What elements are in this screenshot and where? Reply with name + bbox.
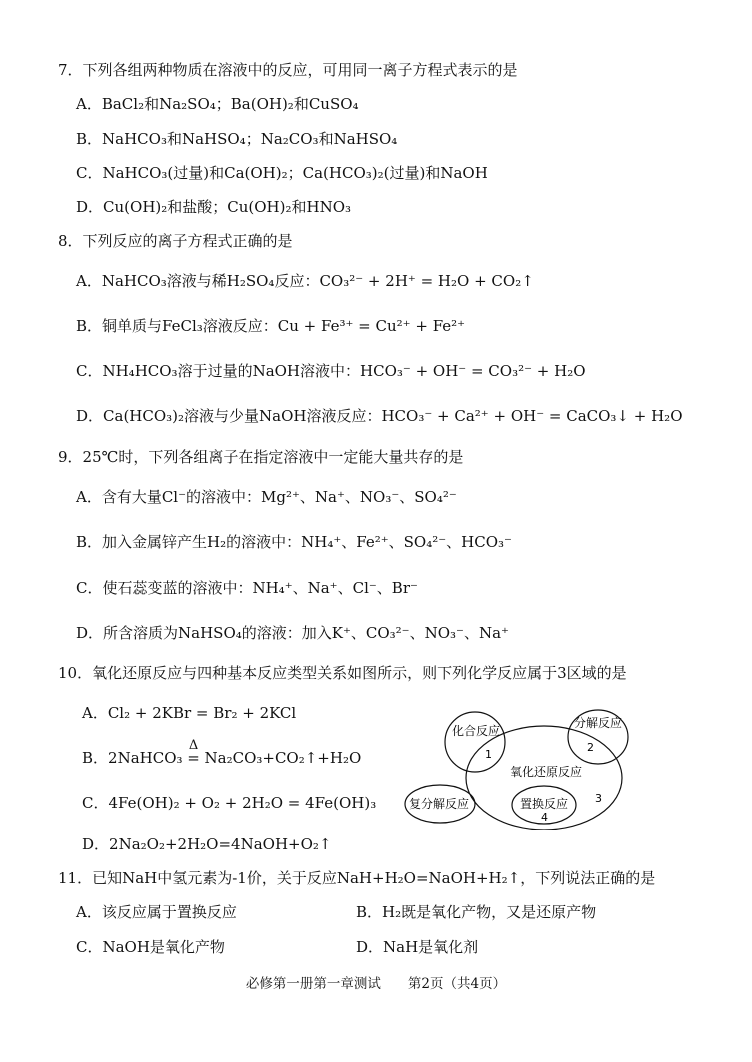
q9-option-c: C．使石蕊变蓝的溶液中：NH₄⁺、Na⁺、Cl⁻、Br⁻	[76, 579, 418, 597]
heat-equals-sign: Δ =	[183, 748, 205, 768]
q10-option-b-reactant: B．2NaHCO₃	[82, 749, 183, 767]
q8-stem: 8．下列反应的离子方程式正确的是	[58, 232, 293, 250]
q11-option-d: D．NaH是氧化剂	[356, 938, 479, 956]
redox-label: 氧化还原反应	[510, 765, 583, 779]
combination-label: 化合反应	[452, 724, 501, 738]
q8-option-b: B．铜单质与FeCl₃溶液反应：Cu + Fe³⁺ = Cu²⁺ + Fe²⁺	[76, 317, 466, 335]
q9-option-a: A．含有大量Cl⁻的溶液中：Mg²⁺、Na⁺、NO₃⁻、SO₄²⁻	[76, 488, 457, 506]
q10-option-a: A．Cl₂ + 2KBr = Br₂ + 2KCl	[82, 704, 297, 722]
q8-option-d: D．Ca(HCO₃)₂溶液与少量NaOH溶液反应：HCO₃⁻ + Ca²⁺ + OH⁻ = CaCO₃↓ + H₂O	[76, 407, 683, 425]
q8-option-c: C．NH₄HCO₃溶于过量的NaOH溶液中：HCO₃⁻ + OH⁻ = CO₃²⁻ + H₂O	[76, 362, 586, 380]
heat-condition: Δ	[188, 738, 199, 753]
q9-option-b: B．加入金属锌产生H₂的溶液中：NH₄⁺、Fe²⁺、SO₄²⁻、HCO₃⁻	[76, 533, 512, 551]
decomposition-label: 分解反应	[574, 716, 623, 730]
combination-ellipse	[445, 712, 505, 772]
q10-option-b	[82, 738, 362, 768]
region-2-label: 2	[587, 741, 594, 754]
q10-option-d: D．2Na₂O₂+2H₂O=4NaOH+O₂↑	[82, 835, 332, 853]
q9-option-d: D．所含溶质为NaHSO₄的溶液：加入K⁺、CO₃²⁻、NO₃⁻、Na⁺	[76, 624, 509, 642]
q7-option-d: D．Cu(OH)₂和盐酸；Cu(OH)₂和HNO₃	[76, 198, 352, 216]
region-1-label: 1	[485, 748, 492, 761]
q11-option-b: B．H₂既是氧化产物，又是还原产物	[356, 903, 597, 921]
q10-option-c: C．4Fe(OH)₂ + O₂ + 2H₂O = 4Fe(OH)₃	[82, 794, 377, 812]
q7-option-b: B．NaHCO₃和NaHSO₄；Na₂CO₃和NaHSO₄	[76, 130, 398, 148]
q7-option-c: C．NaHCO₃(过量)和Ca(OH)₂；Ca(HCO₃)₂(过量)和NaOH	[76, 164, 488, 182]
q7-option-a: A．BaCl₂和Na₂SO₄；Ba(OH)₂和CuSO₄	[76, 95, 359, 113]
double-decomposition-label: 复分解反应	[409, 797, 470, 811]
q9-stem: 9．25℃时，下列各组离子在指定溶液中一定能大量共存的是	[58, 448, 464, 466]
q11-option-a: A．该反应属于置换反应	[76, 903, 237, 921]
reaction-type-diagram	[400, 700, 630, 830]
q10-stem: 10．氧化还原反应与四种基本反应类型关系如图所示，则下列化学反应属于3区域的是	[58, 664, 627, 682]
q11-option-c: C．NaOH是氧化产物	[76, 938, 225, 956]
page-footer: 必修第一册第一章测试 第2页（共4页）	[245, 976, 507, 992]
q8-option-a: A．NaHCO₃溶液与稀H₂SO₄反应：CO₃²⁻ + 2H⁺ = H₂O + CO₂↑	[76, 272, 534, 290]
region-3-label: 3	[595, 792, 602, 805]
displacement-label: 置换反应	[520, 797, 569, 811]
q10-option-b-products: Na₂CO₃+CO₂↑+H₂O	[204, 749, 362, 767]
q7-stem: 7．下列各组两种物质在溶液中的反应，可用同一离子方程式表示的是	[58, 61, 518, 79]
q11-stem: 11．已知NaH中氢元素为-1价，关于反应NaH+H₂O=NaOH+H₂↑，下列说法正确的是	[58, 869, 656, 887]
region-4-label: 4	[541, 811, 548, 824]
